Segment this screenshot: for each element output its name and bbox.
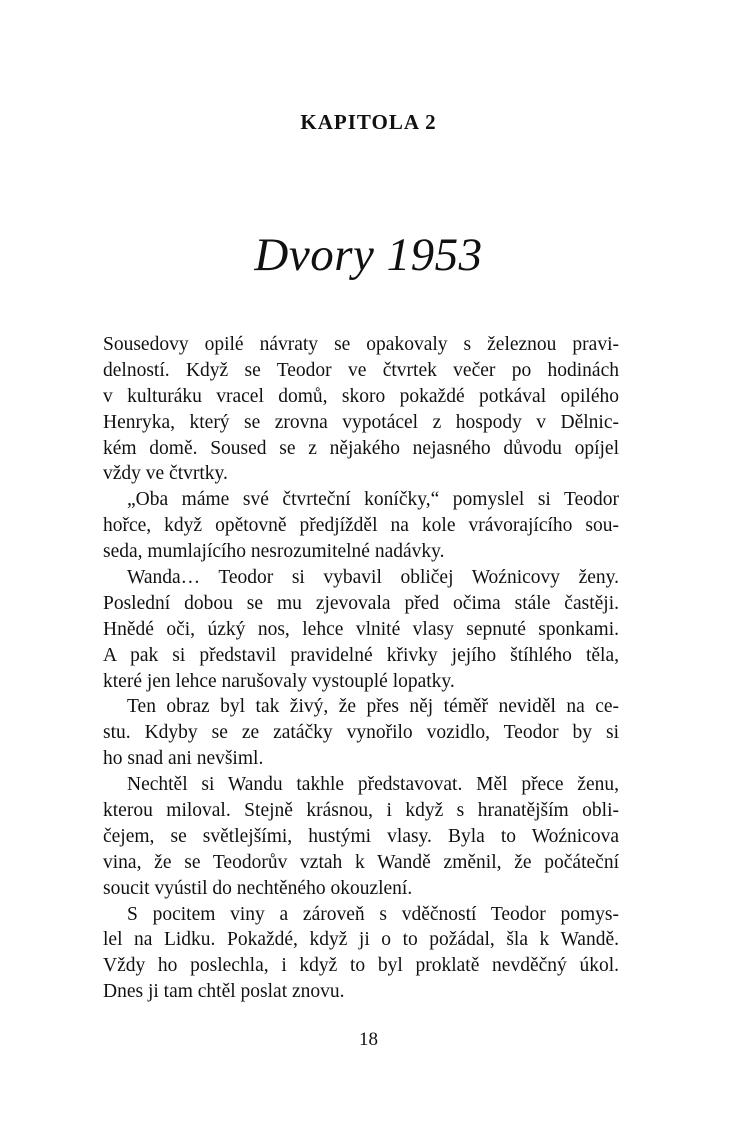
text-line: lel na Lidku. Pokaždé, když ji o to požádal, šla k Wandě. xyxy=(103,929,619,951)
text-line: které jen lehce narušovaly vystouplé lopatky. xyxy=(103,670,455,692)
body-text xyxy=(103,332,619,1005)
text-line: Hnědé oči, úzký nos, lehce vlnité vlasy sepnuté sponkami. xyxy=(103,618,619,640)
chapter-label: KAPITOLA 2 xyxy=(300,110,437,134)
text-line: Nechtěl si Wandu takhle představovat. Měl přece ženu, xyxy=(127,774,619,796)
text-line: čejem, se světlejšími, hustými vlasy. Byla to Woźnicova xyxy=(103,825,619,847)
text-line: vina, že se Teodorův vztah k Wandě změnil, že počáteční xyxy=(103,851,619,873)
text-line: Dnes ji tam chtěl poslat znovu. xyxy=(103,981,345,1003)
text-line: seda, mumlajícího nesrozumitelné nadávky. xyxy=(103,541,445,563)
text-line: stu. Kdyby se ze zatáčky vynořilo vozidlo, Teodor by si xyxy=(103,722,619,744)
text-line: Sousedovy opilé návraty se opakovaly s železnou pravi- xyxy=(103,334,619,355)
text-line: soucit vyústil do nechtěného okouzlení. xyxy=(103,877,413,899)
text-line: Vždy ho poslechla, i když to byl proklatě nevděčný úkol. xyxy=(103,955,619,977)
chapter-title: Dvory 1953 xyxy=(254,229,483,281)
text-line: hořce, když opětovně předjížděl na kole vrávorajícího sou- xyxy=(103,515,619,537)
page-number: 18 xyxy=(359,1029,378,1050)
text-line: Poslední dobou se mu zjevovala před očima stále častěji. xyxy=(103,592,619,614)
text-line: delností. Když se Teodor ve čtvrtek večer po hodinách xyxy=(103,359,619,381)
text-line: ho snad ani nevšiml. xyxy=(103,748,264,770)
text-line: A pak si představil pravidelné křivky jejího štíhlého těla, xyxy=(103,644,619,666)
text-line: kém domě. Soused se z nějakého nejasného důvodu opíjel xyxy=(103,437,619,459)
text-line: Ten obraz byl tak živý, že přes něj téměř neviděl na ce- xyxy=(127,696,619,718)
text-line: S pocitem viny a zároveň s vděčností Teodor pomys- xyxy=(127,903,619,925)
text-line: Henryka, který se zrovna vypotácel z hospody v Dělnic- xyxy=(103,411,619,433)
text-line: vždy ve čtvrtky. xyxy=(103,463,228,485)
text-line: Wanda… Teodor si vybavil obličej Woźnicovy ženy. xyxy=(127,567,619,589)
text-line: v kulturáku vracel domů, skoro pokaždé potkával opilého xyxy=(103,385,619,407)
text-line: „Oba máme své čtvrteční koníčky,“ pomyslel si Teodor xyxy=(127,489,619,511)
text-line: kterou miloval. Stejně krásnou, i když s hranatějším obli- xyxy=(103,800,619,822)
